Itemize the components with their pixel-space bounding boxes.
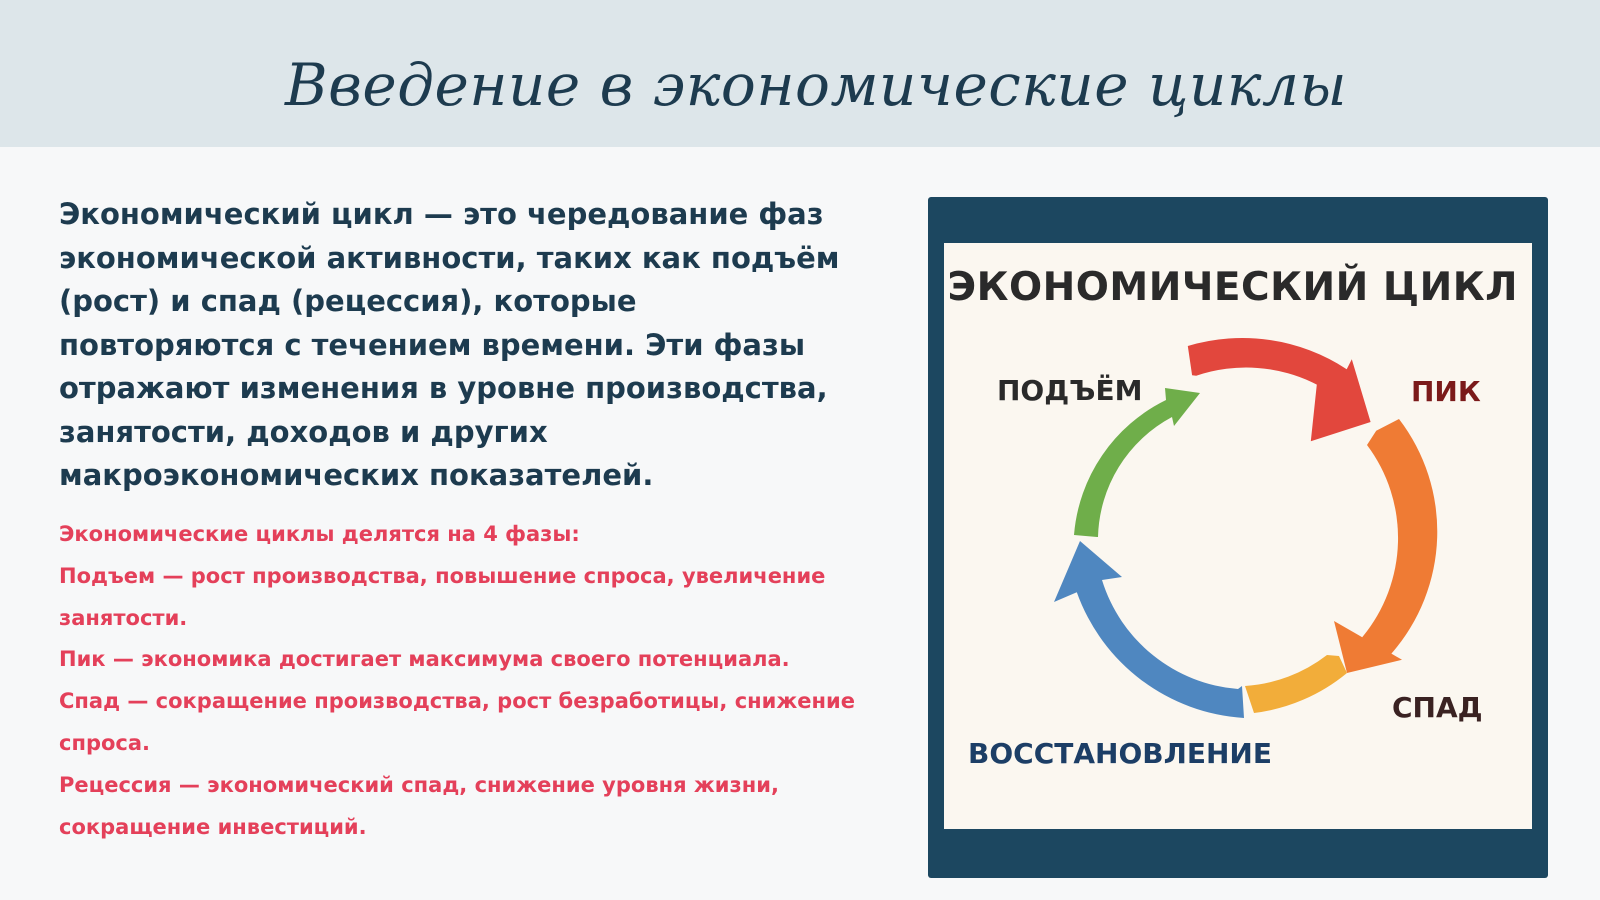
figure-title: ЭКОНОМИЧЕСКИЙ ЦИКЛ [947, 265, 1518, 310]
phase-item-fall: Спад — сокращение производства, рост безработицы, снижение спроса. [59, 689, 855, 755]
slide-title: Введение в экономические циклы [285, 51, 1348, 119]
intro-paragraph: Экономический цикл — это чередование фаз экономической активности, таких как подъём (рост) и спад (рецессия), которые повторяются с течением времени. Эти фазы отражают изменения в уровне производства, занятости, доходов и других макроэкономических показателей. [59, 197, 840, 492]
phases-heading: Экономические циклы делятся на 4 фазы: [59, 522, 580, 546]
phase-item-rise: Подъем — рост производства, повышение спроса, увеличение занятости. [59, 563, 826, 630]
label-fall: СПАД [1392, 691, 1483, 724]
label-peak: ПИК [1411, 375, 1481, 408]
arrow-blue [1054, 541, 1244, 718]
phases-list [59, 514, 859, 848]
arrow-green [1074, 388, 1200, 537]
label-recovery: ВОССТАНОВЛЕНИЕ [968, 737, 1272, 770]
label-rise: ПОДЪЁМ [997, 374, 1143, 407]
arrow-yellow [1245, 655, 1347, 713]
arrow-orange [1334, 419, 1437, 673]
phase-item-peak: Пик — экономика достигает максимума своего потенциала. [59, 647, 790, 672]
cycle-figure [928, 197, 1548, 878]
cycle-figure-canvas [944, 243, 1532, 829]
phase-item-recession: Рецессия — экономический спад, снижение уровня жизни, сокращение инвестиций. [59, 772, 779, 839]
arrow-red [1188, 338, 1371, 441]
